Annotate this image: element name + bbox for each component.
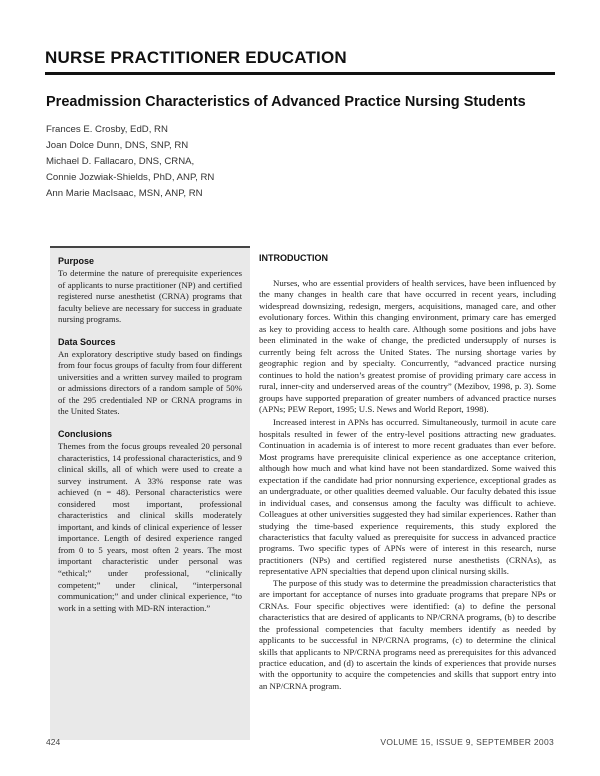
header-rule [45,72,555,75]
conclusions-heading: Conclusions [58,429,113,440]
introduction-heading: INTRODUCTION [259,253,328,263]
section-header [45,48,555,75]
body-paragraph: Nurses, who are essential providers of health services, have been influenced by the many changes in health care that have occurred in recent years, including widespread downsizing, redesign, mergers, acquisitions, managed care, and other evolutionary forces. Within this changing environment, primary care has emerged as key to providing access to health care. Although some positions and jobs have been eliminated in the wake of change, the predicted undersupply of nurses is currently being felt across the United States. The nursing shortage varies by geographic region and by specialty. Concurrently, “advanced practice nursing continues to hold the nation’s greatest promise of providing primary care access in rural, inner-city and underserved areas of the country” (Mezibov, 1998, p. 3). Some groups have supported preparation of greater numbers of advanced practice nurses (APNs; PEW Report, 1995; U.S. News and World Report, 1998). [259,278,556,414]
conclusions-text: Themes from the focus groups revealed 20 personal characteristics, 14 professional characteristics, and 9 clinical skills, all of which were used to create a survey instrument. A 33% response rate was achieved (n = 48). Personal characteristics were considered most important, professional characteristics and clinical skills moderately important, and kinds of clinical experience of lesser importance. Length of desired experience ranged from 0 to 5 years, most often 2 years. The most important characteristic under personal was “ethical;” under professional, “clinically competent;” under clinical, “interpersonal communication;” and under clinical experience, “to work in a setting with MD-RN interaction.” [58,441,242,613]
section-title: NURSE PRACTITIONER EDUCATION [45,48,347,67]
abstract-box [50,246,250,740]
page-number: 424 [46,737,61,747]
issue-info: VOLUME 15, ISSUE 9, SEPTEMBER 2003 [380,737,554,747]
data-sources-text: An exploratory descriptive study based on findings from four focus groups of faculty from four different universities and a written survey mailed to program or admissions directors of a random sample of 50% of the 295 credentialed NP or CRNA programs in the United States. [58,348,242,417]
main-column [259,278,556,692]
body-paragraph: The purpose of this study was to determine the preadmission characteristics that are important for acceptance of nurses into graduate programs that prepare NPs or CRNAs. Four specific objectives were identified: (a) to define the personal characteristics that are desired of applicants to NP/CRNA programs, (b) to describe the professional competencies that faculty members identify as needed by applicants to be successful in NP/CRNA programs, (c) to determine the clinical skills that applicants to NP/CRNA programs need as prerequisites for this advanced practice education, and (d) to ascertain the kinds of experiences that provide nurses with the opportunity to acquire the competencies and skills that support entry into an NP/CRNA program. [259,577,556,691]
author: Connie Jozwiak-Shields, PhD, ANP, RN [46,172,215,183]
author-list [46,122,214,202]
author: Ann Marie MacIsaac, MSN, ANP, RN [46,188,203,199]
body-paragraph: Increased interest in APNs has occurred. Simultaneously, turmoil in acute care hospitals resulted in fewer of the entry-level positions attracting new graduates. Continuation in academia is of interest to more recent graduates than ever before. Most programs have prerequisite clinical experience as one acceptance criterion, although how much and what kind have not been standardized. Some waived this expectation if the candidate had prior nonnursing experience, exceptional grades as an undergraduate, or other qualities deemed valuable. Our faculty debated this issue in individual cases, and consensus among the faculty was difficult to achieve. Colleagues at other universities suggested they had similar experiences. Rather than studying the time-based experience requirements, this study explored the characteristics that faculty valued as prerequisite for success in advanced practice programs. Two specific types of APNs were of interest in this research, nurse practitioners (NPs) and certified registered nurse anesthetists (CRNAs), as representative APN specialties that depend upon clinical nursing skills. [259,417,556,577]
author: Frances E. Crosby, EdD, RN [46,124,168,135]
author: Joan Dolce Dunn, DNS, SNP, RN [46,140,189,151]
article-title: Preadmission Characteristics of Advanced Practice Nursing Students [46,94,526,110]
data-sources-heading: Data Sources [58,336,116,347]
purpose-heading: Purpose [58,256,95,266]
purpose-text: To determine the nature of prerequisite experiences of applicants to nurse practitioner (NP) and certified registered nurse anesthetist (CRNA) programs that faculty believe are necessary for success in graduate nursing programs. [58,268,242,325]
author: Michael D. Fallacaro, DNS, CRNA, [46,156,195,167]
